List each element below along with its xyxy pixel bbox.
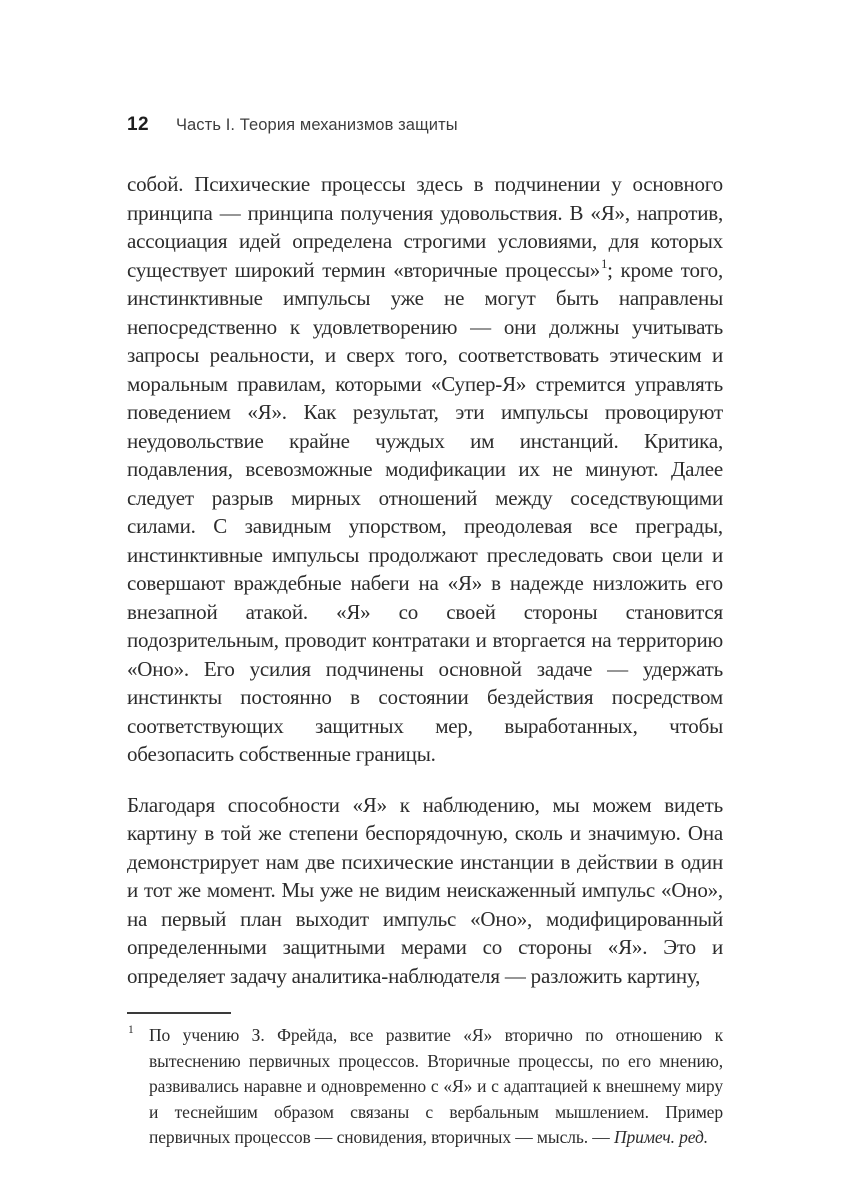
paragraph-1-continuation: ; кроме того, инстинктивные импульсы уже не могут быть направлены непосредственно к удовлетворению — они должны учитывать запросы реальности, и сверх того, соответствовать этическим и моральным правилам, которыми «Супер-Я» стремится управлять поведением «Я». Как результат, эти импульсы провоцируют неудовольствие крайне чуждых им инстанций. Критика, подавления, всевозможные модификации их не минуют. Далее следует разрыв мирных отношений между соседствующими силами. С завидным упорством, преодолевая все преграды, инстинктивные импульсы продолжают преследовать свои цели и совершают враждебные набеги на «Я» в надежде низложить его внезапной атакой. «Я» со своей стороны становится подозрительным, проводит контратаки и вторгается на территорию «Оно». Его усилия подчинены основной задаче — удержать инстинкты постоянно в состоянии бездействия посредством соответствующих защитных мер, выработанных, чтобы обезопасить собственные границы.: [127, 257, 723, 766]
footnote-reference: 1: [601, 256, 608, 271]
footnote-section: [127, 1012, 723, 1151]
footnote-marker: 1: [128, 1024, 134, 1036]
page-body: [127, 170, 723, 990]
footnote-text: По учению З. Фрейда, все развитие «Я» вторично по отношению к вытеснению первичных процессов. Вторичные процессы, по его мнению, развивались наравне и одновременно с «Я» и с адаптацией к внешнему миру и теснейшим образом связаны с вербальным мышлением. Пример первичных процессов — сновидения, вторичных — мысль. —: [149, 1025, 723, 1147]
paragraph-1: [127, 170, 723, 769]
paragraph-2: Благодаря способности «Я» к наблюдению, мы можем видеть картину в той же степени беспорядочную, сколь и значимую. Она демонстрирует нам две психические инстанции в действии в один и тот же момент. Мы уже не видим неискаженный импульс «Оно», на первый план выходит импульс «Оно», модифицированный определенными защитными мерами со стороны «Я». Это и определяет задачу аналитика-наблюдателя — разложить картину,: [127, 792, 723, 988]
running-head-title: Часть I. Теория механизмов защиты: [175, 116, 458, 134]
paragraph-1-text: собой. Психические процессы здесь в подчинении у основного принципа — принципа получения удовольствия. В «Я», напротив, ассоциация идей определена строгими условиями, для которых существует широкий термин «вторичные процессы»: [127, 172, 723, 282]
page-number: 12: [127, 114, 149, 135]
footnote: [127, 1023, 723, 1151]
running-header: [127, 114, 458, 136]
footnote-attribution: Примеч. ред.: [613, 1127, 709, 1147]
footnote-separator-rule: [127, 1012, 231, 1014]
